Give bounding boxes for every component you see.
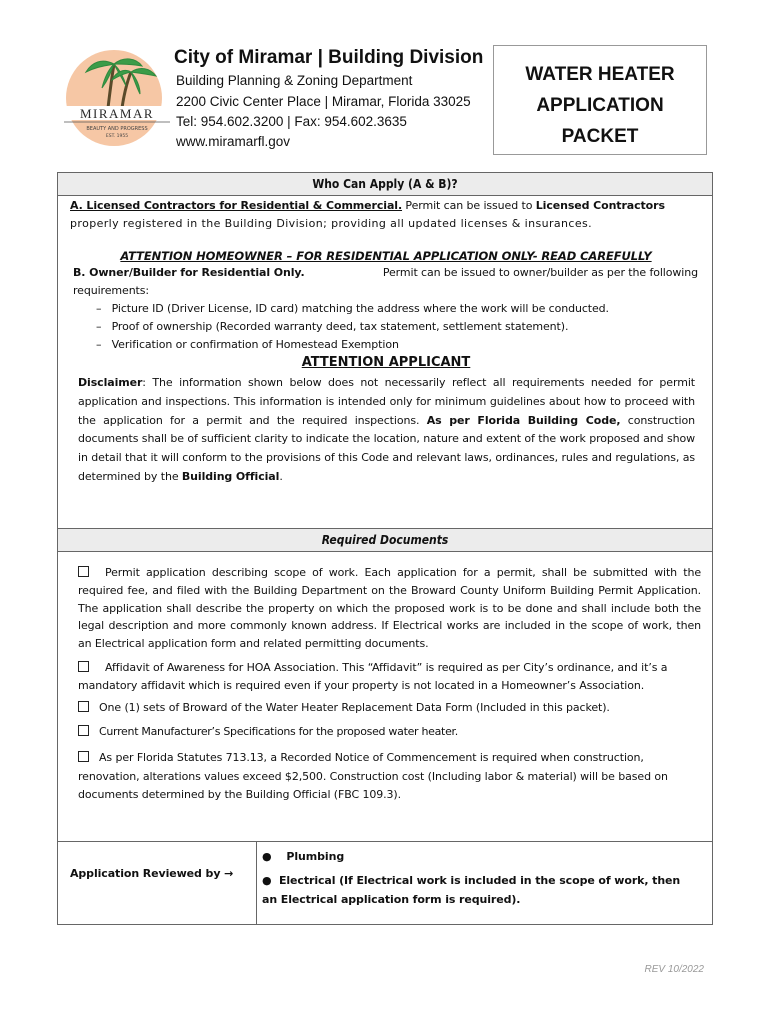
required-doc-item: Current Manufacturer’s Specifications for the proposed water heater.	[78, 723, 701, 741]
review-electrical: ● Electrical (If Electrical work is included in the scope of work, then an Electrical application form is required).	[262, 874, 681, 906]
packet-title-line2: APPLICATION	[536, 95, 664, 116]
logo-tagline: BEAUTY AND PROGRESS	[86, 126, 148, 132]
application-reviewed-label: Application Reviewed by →	[70, 867, 234, 880]
division-title: City of Miramar | Building Division	[174, 47, 484, 68]
list-item: – Picture ID (Driver License, ID card) matching the address where the work will be conducted.	[96, 302, 609, 315]
logo-est: EST. 1955	[105, 134, 129, 139]
checkbox[interactable]	[78, 751, 89, 762]
city-logo	[64, 46, 170, 152]
checkbox[interactable]	[78, 566, 89, 577]
required-doc-item: Permit application describing scope of work. Each application for a permit, shall be submitted with the required fee, and filed with the Building Department on the Broward County Uniform Building Permit Application. The application shall describe the property on which the proposed work is to be done and shall include both the legal description and more commonly known address. If Electrical works are included in the scope of work, then an Electrical application form and related permitting documents.	[78, 566, 701, 651]
logo-wordmark: MIRAMAR	[79, 106, 155, 121]
disclaimer-paragraph: Disclaimer: The information shown below does not necessarily reflect all requirements needed for permit application and inspections. This information is intended only for minimum guidelines about how to proceed with the application for a permit and the required inspections. As per Florida Building Code, construction documents shall be of sufficient clarity to indicate the location, nature and extent of the work proposed and show in detail that it will conform to the provisions of this Code and relevant laws, ordinances, rules and regulations, as determined by the Building Official.	[78, 376, 695, 483]
review-plumbing: ● Plumbing	[262, 850, 345, 863]
packet-title-line3: PACKET	[561, 126, 639, 147]
bullet-icon: ●	[262, 874, 272, 887]
checkbox[interactable]	[78, 725, 89, 736]
address-line: 2200 Civic Center Place | Miramar, Florida 33025	[176, 94, 471, 109]
list-item: – Proof of ownership (Recorded warranty deed, tax statement, settlement statement).	[96, 320, 569, 333]
required-doc-item: One (1) sets of Broward of the Water Heater Replacement Data Form (Included in this packet).	[78, 699, 701, 717]
homeowner-heading: ATTENTION HOMEOWNER – FOR RESIDENTIAL APPLICATION ONLY- READ CAREFULLY	[120, 249, 652, 263]
phone-line: Tel: 954.602.3200 | Fax: 954.602.3635	[176, 114, 407, 129]
department-name: Building Planning & Zoning Department	[176, 73, 413, 88]
section-b: B. Owner/Builder for Residential Only. Permit can be issued to owner/builder as per the following	[73, 266, 698, 279]
required-documents-heading: Required Documents	[58, 529, 712, 552]
required-doc-item: As per Florida Statutes 713.13, a Recorded Notice of Commencement is required when construction, renovation, alterations values exceed $2,500. Construction cost (Including labor & material) will be based on documents determined by the Building Official (FBC 109.3).	[78, 751, 668, 801]
section-a: A. Licensed Contractors for Residential & Commercial. Permit can be issued to Licensed Contractors	[70, 199, 665, 212]
requirement-list	[96, 300, 609, 354]
list-item: – Verification or confirmation of Homestead Exemption	[96, 338, 399, 351]
packet-title-line1: WATER HEATER	[525, 64, 675, 85]
section-a-label: A. Licensed Contractors for Residential & Commercial.	[70, 199, 403, 212]
arrow-right-icon: →	[224, 867, 234, 880]
section-b-requirements-label: requirements:	[73, 284, 150, 297]
section-a-text: properly registered in the Building Division; providing all updated licenses & insurances.	[70, 217, 593, 230]
required-doc-item: Affidavit of Awareness for HOA Association. This “Affidavit” is required as per City’s ordinance, and it’s a mandatory affidavit which is required even if your property is not located in a Homeowner’s Association.	[78, 661, 668, 692]
checkbox[interactable]	[78, 701, 89, 712]
section-b-label: B. Owner/Builder for Residential Only.	[73, 266, 305, 279]
revision-label: REV 10/2022	[644, 964, 704, 975]
attention-applicant-heading: ATTENTION APPLICANT	[301, 355, 471, 370]
packet-title-box	[493, 45, 707, 155]
bullet-icon: ●	[262, 850, 272, 863]
checkbox[interactable]	[78, 661, 89, 672]
application-table	[57, 172, 713, 925]
website-link[interactable]: www.miramarfl.gov	[176, 134, 291, 149]
who-can-apply-heading: Who Can Apply (A & B)?	[58, 173, 712, 196]
